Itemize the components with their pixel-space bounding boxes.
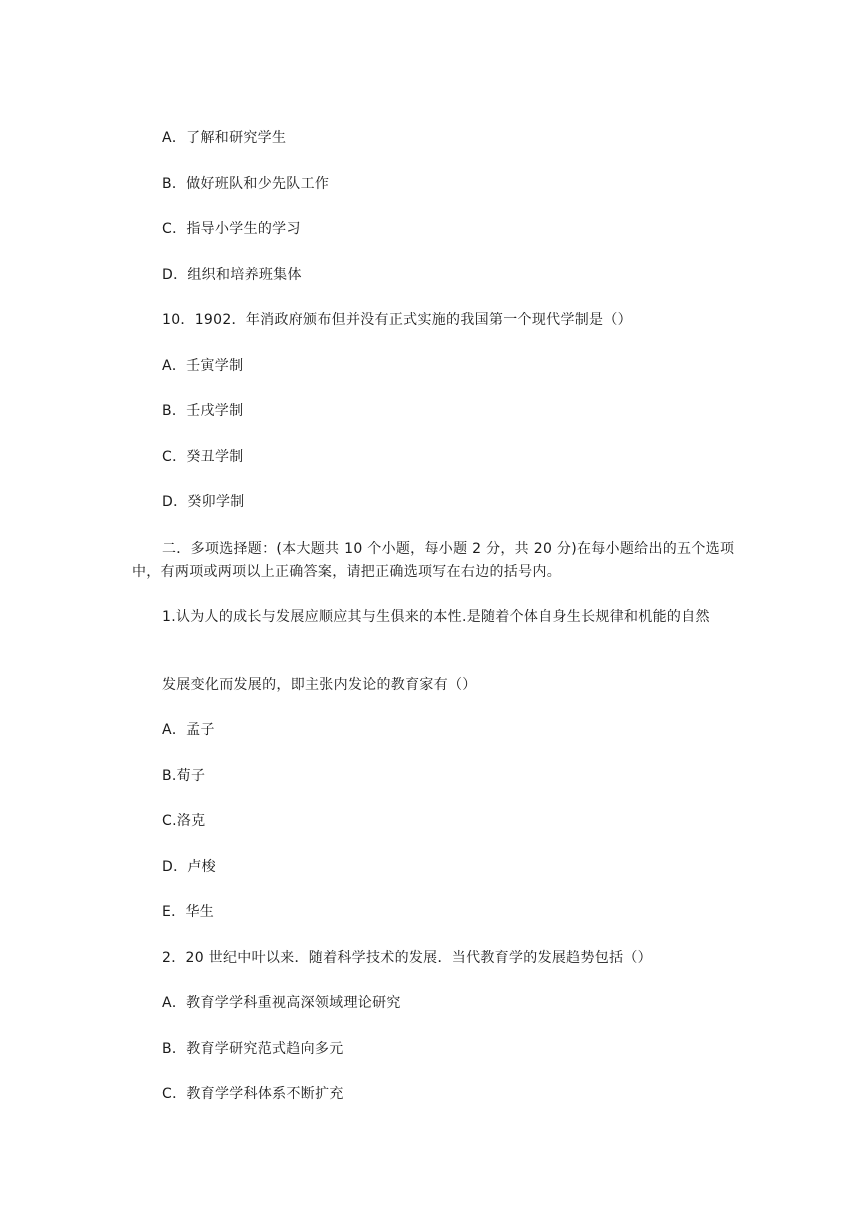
mq2-stem: 2．20 世纪中叶以来．随着科学技术的发展．当代教育学的发展趋势包括（） (162, 950, 652, 966)
q10-option-b: B．壬戌学制 (162, 403, 244, 419)
q10-option-d: D．癸卯学制 (162, 494, 245, 510)
q9-option-a: A．了解和研究学生 (162, 130, 287, 146)
section2-heading: 二．多项选择题：(本大题共 10 个小题，每小题 2 分，共 20 分)在每小题给出的五个选项中，有两项或两项以上正确答案，请把正确选项写在右边的括号内。 (132, 541, 735, 580)
mq2-option-b: B．教育学研究范式趋向多元 (162, 1041, 344, 1057)
mq1-option-b: B.荀子 (162, 768, 206, 784)
mq2-option-c: C．教育学学科体系不断扩充 (162, 1086, 344, 1102)
q10-option-a: A．壬寅学制 (162, 358, 244, 374)
mq1-stem-part2: 发展变化而发展的，即主张内发论的教育家有（） (162, 677, 477, 693)
q9-option-d: D．组织和培养班集体 (162, 267, 302, 283)
mq2-option-a: A．教育学学科重视高深领域理论研究 (162, 995, 401, 1011)
mq1-option-c: C.洛克 (162, 813, 206, 829)
q10-option-c: C．癸丑学制 (162, 449, 244, 465)
mq1-option-e: E．华生 (162, 904, 215, 920)
mq1-stem-part1: 1.认为人的成长与发展应顺应其与生俱来的本性.是随着个体自身生长规律和机能的自然 (162, 609, 710, 625)
q9-option-b: B．做好班队和少先队工作 (162, 176, 330, 192)
mq1-option-a: A．孟子 (162, 722, 215, 738)
q9-option-c: C．指导小学生的学习 (162, 221, 301, 237)
q10-stem: 10．1902．年消政府颁布但并没有正式实施的我国第一个现代学制是（） (162, 312, 632, 328)
mq1-option-d: D．卢梭 (162, 859, 216, 875)
